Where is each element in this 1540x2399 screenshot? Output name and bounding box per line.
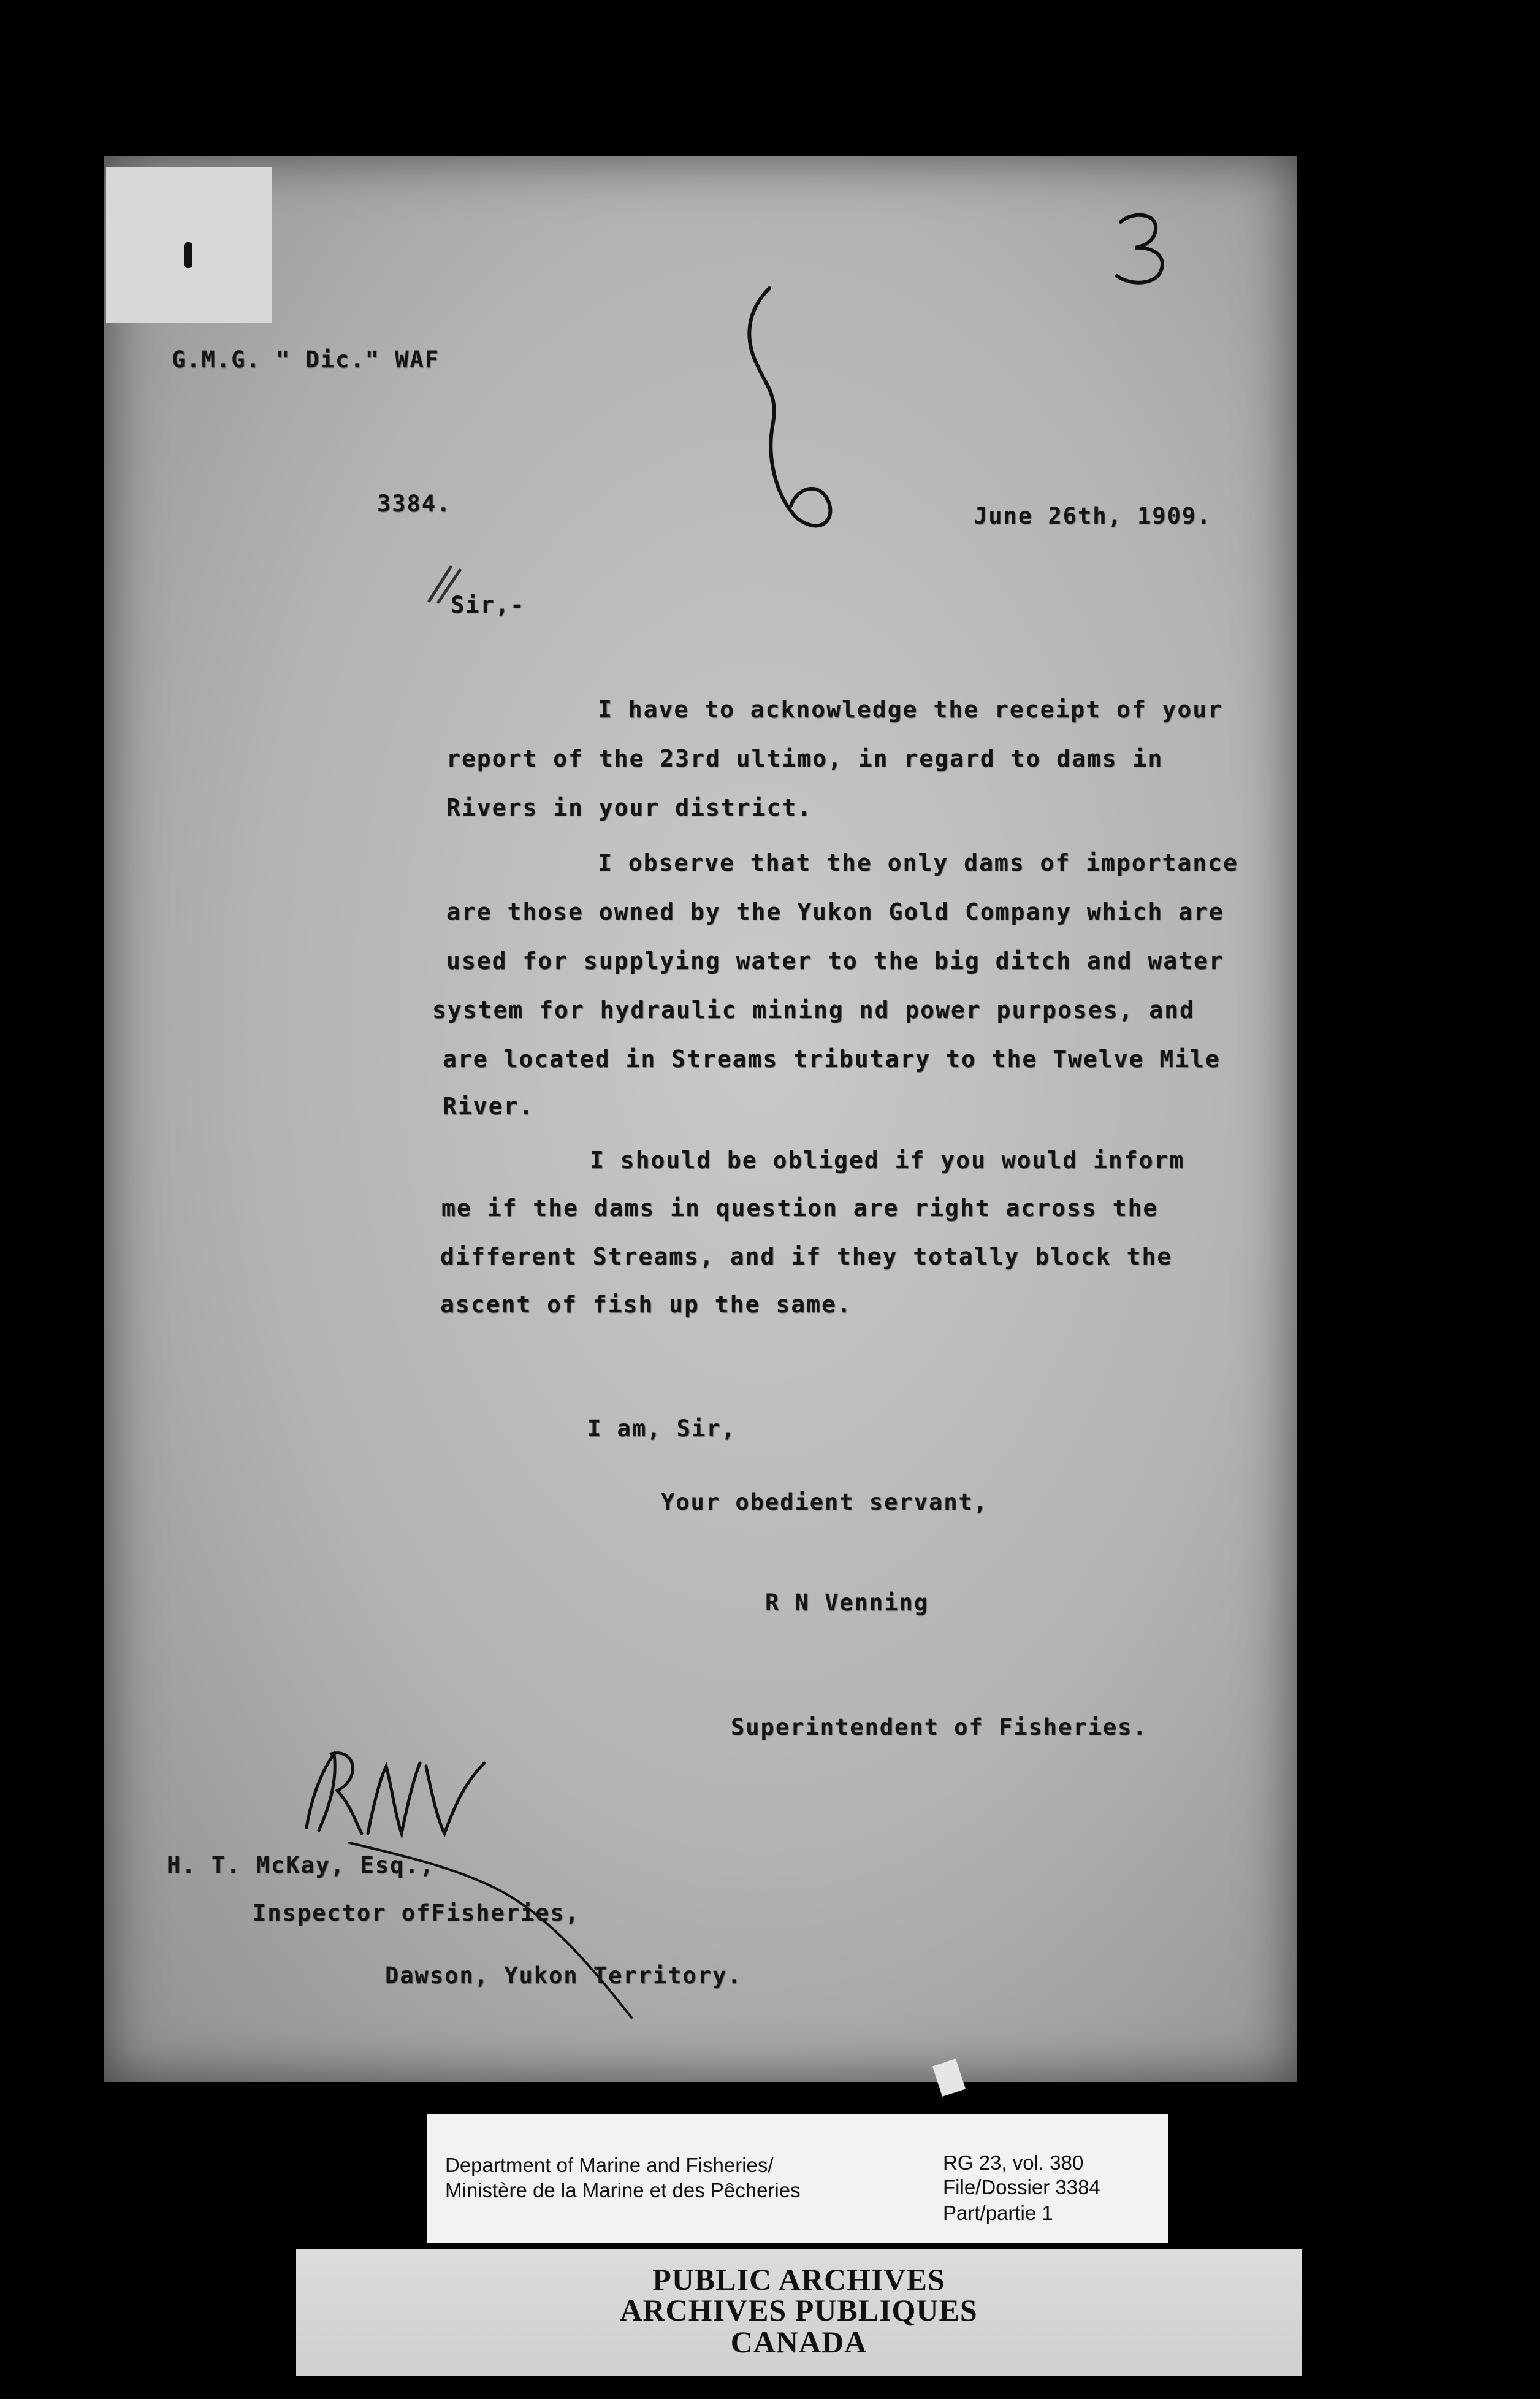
corner-mark — [184, 242, 192, 268]
paragraph-2-line: system for hydraulic mining nd power purposes, and — [432, 997, 1195, 1023]
archives-stamp-line1: PUBLIC ARCHIVES — [652, 2262, 945, 2297]
paragraph-2-line: are located in Streams tributary to the Twelve Mile — [443, 1046, 1221, 1073]
paragraph-2-line: I observe that the only dams of importance — [598, 849, 1238, 876]
paragraph-1-line: Rivers in your district. — [446, 794, 813, 821]
file-number: 3384. — [377, 491, 452, 517]
closing-line: I am, Sir, — [587, 1415, 736, 1442]
department-english: Department of Marine and Fisheries/ — [445, 2154, 774, 2176]
archives-stamp-line2: ARCHIVES PUBLIQUES — [620, 2293, 978, 2327]
letter-date: June 26th, 1909. — [974, 503, 1212, 529]
signer-name: R N Venning — [765, 1590, 929, 1616]
reference-code: G.M.G. " Dic." WAF — [172, 346, 440, 373]
department-french: Ministère de la Marine et des Pêcheries — [445, 2179, 801, 2202]
file-dossier: File/Dossier 3384 — [943, 2176, 1100, 2198]
paragraph-2-line: used for supplying water to the big ditch and water — [446, 947, 1224, 974]
paragraph-2-line: are those owned by the Yukon Gold Company which are — [446, 898, 1224, 925]
part-partie: Part/partie 1 — [943, 2202, 1053, 2224]
archives-stamp-line3: CANADA — [730, 2325, 867, 2359]
signer-title: Superintendent of Fisheries. — [731, 1714, 1148, 1740]
paragraph-3-line: I should be obliged if you would inform — [590, 1147, 1185, 1174]
handwritten-six — [730, 279, 846, 543]
record-group: RG 23, vol. 380 — [943, 2151, 1084, 2174]
paragraph-3-line: ascent of fish up the same. — [440, 1291, 852, 1318]
paragraph-3-line: different Streams, and if they totally block the — [440, 1243, 1173, 1270]
addressee-title: Inspector ofFisheries, — [253, 1900, 581, 1926]
paragraph-1-line: report of the 23rd ultimo, in regard to dams in — [446, 745, 1164, 772]
paragraph-2-line: River. — [443, 1093, 535, 1120]
addressee-location: Dawson, Yukon Territory. — [385, 1962, 742, 1989]
addressee-name: H. T. McKay, Esq., — [167, 1852, 435, 1878]
paragraph-3-line: me if the dams in question are right across the — [441, 1195, 1159, 1222]
salutation: Sir,- — [451, 592, 525, 618]
handwritten-page-number — [1110, 209, 1177, 288]
closing-line: Your obedient servant, — [661, 1489, 989, 1515]
paragraph-1-line: I have to acknowledge the receipt of your — [598, 696, 1223, 723]
